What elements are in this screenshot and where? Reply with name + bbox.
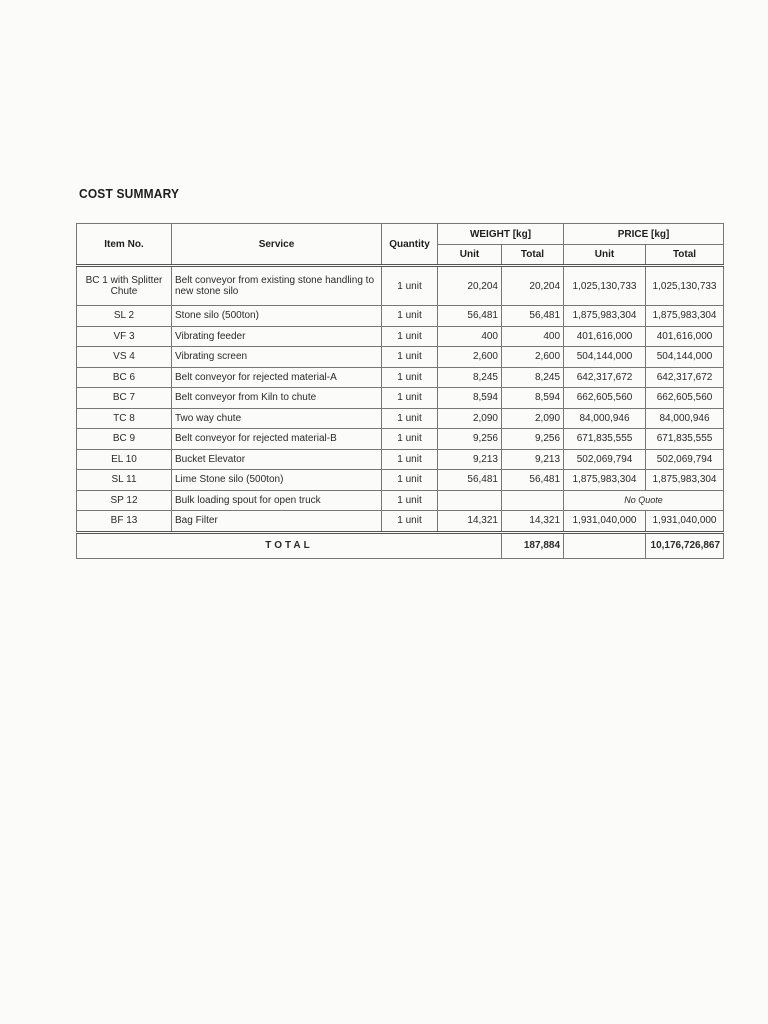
cost-summary-table (76, 223, 724, 559)
table-header (77, 224, 724, 266)
cell-service: Vibrating feeder (172, 326, 382, 347)
cell-quantity: 1 unit (382, 408, 438, 429)
cell-price-unit: 84,000,946 (564, 408, 646, 429)
cell-weight-total: 8,594 (502, 388, 564, 409)
cell-weight-unit: 14,321 (438, 511, 502, 533)
total-label: TOTAL (77, 532, 502, 558)
header-price-total: Total (646, 245, 724, 266)
cell-weight-total: 2,600 (502, 347, 564, 368)
header-weight-total: Total (502, 245, 564, 266)
cell-weight-unit: 9,213 (438, 449, 502, 470)
cell-item: BF 13 (77, 511, 172, 533)
cell-weight-total (502, 490, 564, 511)
cell-weight-total: 14,321 (502, 511, 564, 533)
cell-weight-unit: 56,481 (438, 306, 502, 327)
table-row (77, 408, 724, 429)
cell-weight-unit: 8,245 (438, 367, 502, 388)
cell-weight-unit: 20,204 (438, 266, 502, 306)
cell-service: Belt conveyor for rejected material-A (172, 367, 382, 388)
cell-quantity: 1 unit (382, 266, 438, 306)
cell-quantity: 1 unit (382, 326, 438, 347)
cell-price-total: 1,025,130,733 (646, 266, 724, 306)
table-row (77, 388, 724, 409)
cell-price-unit: 662,605,560 (564, 388, 646, 409)
cell-weight-unit: 8,594 (438, 388, 502, 409)
total-price: 10,176,726,867 (646, 532, 724, 558)
cell-price-unit: 1,025,130,733 (564, 266, 646, 306)
cell-item: BC 9 (77, 429, 172, 450)
cell-weight-total: 56,481 (502, 306, 564, 327)
header-quantity: Quantity (382, 224, 438, 266)
table-row (77, 326, 724, 347)
cell-service: Belt conveyor for rejected material-B (172, 429, 382, 450)
header-price: PRICE [kg] (564, 224, 724, 245)
cell-service: Bucket Elevator (172, 449, 382, 470)
cell-service: Lime Stone silo (500ton) (172, 470, 382, 491)
cell-weight-total: 400 (502, 326, 564, 347)
table-row (77, 306, 724, 327)
cell-quantity: 1 unit (382, 490, 438, 511)
total-price-unit-empty (564, 532, 646, 558)
table-body (77, 266, 724, 533)
cell-weight-unit: 9,256 (438, 429, 502, 450)
cell-service: Belt conveyor from existing stone handling to new stone silo (172, 266, 382, 306)
table-row (77, 367, 724, 388)
cell-weight-unit: 2,600 (438, 347, 502, 368)
header-service: Service (172, 224, 382, 266)
cell-service: Belt conveyor from Kiln to chute (172, 388, 382, 409)
cell-no-quote: No Quote (564, 490, 724, 511)
cell-quantity: 1 unit (382, 511, 438, 533)
cell-weight-total: 2,090 (502, 408, 564, 429)
cell-service: Bag Filter (172, 511, 382, 533)
total-weight: 187,884 (502, 532, 564, 558)
cell-item: VF 3 (77, 326, 172, 347)
cell-price-unit: 1,931,040,000 (564, 511, 646, 533)
cell-weight-total: 20,204 (502, 266, 564, 306)
cell-price-unit: 502,069,794 (564, 449, 646, 470)
cell-weight-total: 56,481 (502, 470, 564, 491)
cell-price-total: 642,317,672 (646, 367, 724, 388)
header-price-unit: Unit (564, 245, 646, 266)
cell-service: Stone silo (500ton) (172, 306, 382, 327)
table-row (77, 490, 724, 511)
cell-price-unit: 401,616,000 (564, 326, 646, 347)
cell-quantity: 1 unit (382, 388, 438, 409)
cell-price-total: 1,875,983,304 (646, 470, 724, 491)
cell-weight-total: 9,256 (502, 429, 564, 450)
cell-price-total: 662,605,560 (646, 388, 724, 409)
cell-price-unit: 671,835,555 (564, 429, 646, 450)
cell-price-total: 671,835,555 (646, 429, 724, 450)
cell-quantity: 1 unit (382, 306, 438, 327)
cell-service: Vibrating screen (172, 347, 382, 368)
cell-quantity: 1 unit (382, 347, 438, 368)
table-row (77, 470, 724, 491)
cell-item: SL 11 (77, 470, 172, 491)
cell-quantity: 1 unit (382, 429, 438, 450)
cell-service: Two way chute (172, 408, 382, 429)
header-weight: WEIGHT [kg] (438, 224, 564, 245)
cell-item: TC 8 (77, 408, 172, 429)
cell-price-total: 401,616,000 (646, 326, 724, 347)
cell-weight-unit: 2,090 (438, 408, 502, 429)
cell-price-unit: 642,317,672 (564, 367, 646, 388)
table-row (77, 266, 724, 306)
cell-weight-unit: 400 (438, 326, 502, 347)
total-row (77, 532, 724, 558)
table-row (77, 511, 724, 533)
header-item-no: Item No. (77, 224, 172, 266)
cell-service: Bulk loading spout for open truck (172, 490, 382, 511)
cell-item: BC 1 with Splitter Chute (77, 266, 172, 306)
cell-price-total: 502,069,794 (646, 449, 724, 470)
table-row (77, 449, 724, 470)
cell-item: VS 4 (77, 347, 172, 368)
cell-weight-unit: 56,481 (438, 470, 502, 491)
cell-price-total: 504,144,000 (646, 347, 724, 368)
page-title: COST SUMMARY (79, 186, 180, 201)
cell-price-total: 1,875,983,304 (646, 306, 724, 327)
cell-price-total: 84,000,946 (646, 408, 724, 429)
cell-item: EL 10 (77, 449, 172, 470)
cell-item: BC 6 (77, 367, 172, 388)
cell-weight-total: 8,245 (502, 367, 564, 388)
table-row (77, 429, 724, 450)
cell-quantity: 1 unit (382, 470, 438, 491)
cell-item: BC 7 (77, 388, 172, 409)
cell-price-unit: 1,875,983,304 (564, 306, 646, 327)
cell-price-total: 1,931,040,000 (646, 511, 724, 533)
cell-price-unit: 504,144,000 (564, 347, 646, 368)
cell-quantity: 1 unit (382, 449, 438, 470)
cell-weight-unit (438, 490, 502, 511)
cell-weight-total: 9,213 (502, 449, 564, 470)
cell-quantity: 1 unit (382, 367, 438, 388)
table-footer (77, 532, 724, 558)
cell-price-unit: 1,875,983,304 (564, 470, 646, 491)
table-row (77, 347, 724, 368)
cell-item: SL 2 (77, 306, 172, 327)
header-weight-unit: Unit (438, 245, 502, 266)
cell-item: SP 12 (77, 490, 172, 511)
